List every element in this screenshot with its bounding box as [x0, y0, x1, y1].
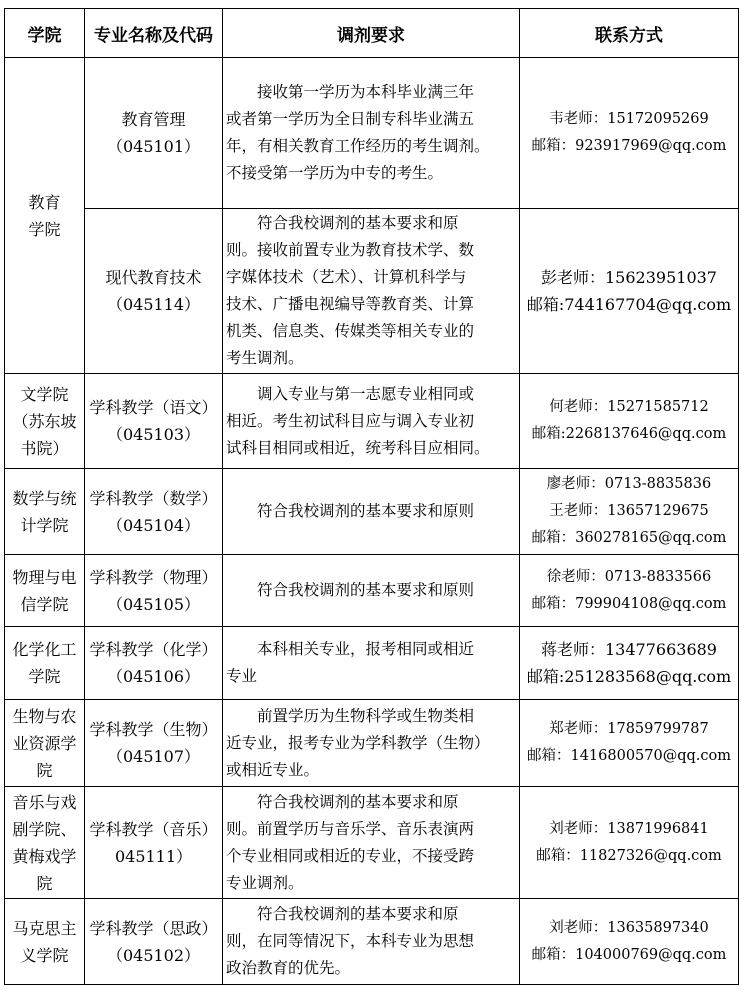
college-line: 书院） — [20, 438, 69, 458]
major-cell — [85, 209, 223, 374]
major-code: （045106） — [106, 667, 201, 686]
major-name: 现代教育技术 — [105, 268, 202, 287]
major-code: （045107） — [106, 747, 201, 766]
requirement-line: 相近。考生初试科目应与调入专业初 — [226, 411, 475, 430]
contact-teacher: 何老师：15271585712 — [549, 399, 709, 415]
college-cell — [5, 899, 85, 985]
major-name: 学科教学（数学） — [89, 488, 218, 508]
major-cell — [85, 58, 223, 209]
requirement-line: 专业调剂。 — [226, 873, 304, 892]
college-line: 数学与统 — [12, 488, 77, 508]
major-code: （045103） — [106, 425, 201, 444]
requirement-line: 技术、广播电视编导等教育类、计算 — [226, 295, 475, 313]
contact-email: 邮箱：11827326@qq.com — [536, 847, 722, 864]
major-code: （045105） — [106, 594, 201, 614]
table-row — [5, 58, 739, 209]
table-row — [5, 555, 739, 627]
header-requirement: 调剂要求 — [223, 9, 520, 58]
requirement-line: 不接受第一学历为中专的考生。 — [226, 164, 444, 182]
major-name: 学科教学（生物） — [89, 720, 218, 739]
major-name: 学科教学（音乐） — [89, 819, 218, 839]
college-line: （苏东坡 — [12, 411, 77, 431]
requirement-line: 则，在同等情况下，本科专业为思想 — [226, 932, 475, 950]
requirement-line: 调入专业与第一志愿专业相同或 — [257, 384, 475, 403]
requirement-line: 试科目相同或相近，统考科目应相同。 — [226, 438, 490, 457]
contact-teacher: 王老师：13657129675 — [549, 503, 709, 519]
requirement-line: 符合我校调剂的基本要求和原 — [257, 792, 459, 811]
contact-email: 邮箱：360278165@qq.com — [531, 530, 727, 546]
contact-teacher: 刘老师：13871996841 — [549, 820, 709, 837]
contact-teacher: 廖老师：0713-8835836 — [546, 476, 712, 492]
requirement-line: 符合我校调剂的基本要求和原 — [257, 214, 459, 232]
college-line: 生物与农 — [12, 706, 77, 726]
major-code: （045114） — [106, 295, 201, 314]
requirement-line: 机类、信息类、传媒类等相关专业的 — [226, 322, 475, 340]
requirement-line: 符合我校调剂的基本要求和原 — [257, 905, 459, 923]
contact-teacher: 郑老师：17859799787 — [549, 721, 709, 737]
contact-cell — [520, 787, 739, 899]
contact-teacher: 蒋老师：13477663689 — [541, 640, 717, 659]
requirement-line: 符合我校调剂的基本要求和原则 — [257, 581, 475, 599]
requirement-line: 专业 — [226, 667, 258, 685]
requirement-line: 年，有相关教育工作经历的考生调剂。 — [226, 137, 490, 155]
major-cell — [85, 627, 223, 700]
requirement-cell — [223, 700, 520, 787]
college-cell — [5, 700, 85, 787]
table-row — [5, 899, 739, 985]
college-line: 剧学院、 — [12, 819, 77, 839]
college-cell — [5, 627, 85, 700]
contact-cell — [520, 374, 739, 469]
major-code: （045102） — [106, 945, 201, 965]
major-code: （045104） — [106, 515, 201, 535]
requirement-line: 则。接收前置专业为教育技术学、数 — [226, 241, 475, 259]
college-cell — [5, 787, 85, 899]
college-line: 学院 — [28, 219, 61, 239]
major-cell — [85, 700, 223, 787]
contact-teacher: 韦老师：15172095269 — [549, 111, 709, 127]
college-line: 马克思主 — [12, 918, 77, 938]
contact-email: 邮箱:2268137646@qq.com — [531, 426, 727, 442]
contact-email: 邮箱:744167704@qq.com — [526, 295, 732, 314]
college-line: 院 — [36, 760, 53, 780]
requirement-cell — [223, 374, 520, 469]
contact-cell — [520, 700, 739, 787]
contact-email: 邮箱：1416800570@qq.com — [526, 748, 732, 764]
header-contact: 联系方式 — [520, 9, 739, 58]
college-line: 院 — [36, 873, 53, 893]
table-row — [5, 627, 739, 700]
requirement-line: 字媒体技术（艺术）、计算机科学与 — [226, 268, 467, 286]
requirement-cell — [223, 787, 520, 899]
requirement-line: 或相近专业。 — [226, 760, 320, 779]
requirement-cell — [223, 209, 520, 374]
requirement-cell — [223, 555, 520, 627]
header-college: 学院 — [5, 9, 85, 58]
contact-teacher: 徐老师：0713-8833566 — [546, 568, 712, 585]
major-cell — [85, 899, 223, 985]
major-cell — [85, 555, 223, 627]
college-line: 黄梅戏学 — [12, 846, 77, 866]
college-cell — [5, 555, 85, 627]
major-cell — [85, 787, 223, 899]
table-row — [5, 469, 739, 555]
requirement-line: 个专业相同或相近的专业，不接受跨 — [226, 846, 475, 865]
requirement-cell — [223, 469, 520, 555]
requirement-line: 考生调剂。 — [226, 349, 304, 367]
college-cell — [5, 374, 85, 469]
requirement-line: 符合我校调剂的基本要求和原则 — [257, 502, 475, 520]
requirement-line: 政治教育的优先。 — [226, 959, 351, 977]
contact-email: 邮箱:251283568@qq.com — [526, 667, 732, 686]
college-line: 物理与电 — [12, 567, 77, 587]
college-line: 化学化工 — [12, 640, 77, 659]
major-cell — [85, 469, 223, 555]
college-line: 义学院 — [20, 945, 69, 965]
major-name: 学科教学（思政） — [89, 918, 218, 938]
table-row — [5, 787, 739, 899]
college-line: 学院 — [28, 667, 61, 686]
requirement-line: 前置学历为生物科学或生物类相 — [257, 706, 475, 725]
contact-email: 邮箱：104000769@qq.com — [531, 946, 727, 963]
major-cell — [85, 374, 223, 469]
contact-cell — [520, 899, 739, 985]
college-cell — [5, 58, 85, 374]
major-name: 教育管理 — [121, 110, 186, 129]
contact-cell — [520, 209, 739, 374]
major-name: 学科教学（物理） — [89, 567, 218, 587]
table-row — [5, 700, 739, 787]
contact-cell — [520, 58, 739, 209]
requirement-line: 接收第一学历为本科毕业满三年 — [257, 83, 475, 101]
college-line: 计学院 — [20, 515, 69, 535]
contact-email: 邮箱：799904108@qq.com — [531, 595, 727, 612]
major-name: 学科教学（化学） — [89, 640, 218, 659]
major-name: 学科教学（语文） — [89, 398, 218, 417]
college-line: 文学院 — [20, 384, 69, 404]
contact-teacher: 刘老师：13635897340 — [549, 919, 709, 936]
contact-email: 邮箱：923917969@qq.com — [531, 138, 727, 154]
header-major: 专业名称及代码 — [85, 9, 223, 58]
requirement-line: 本科相关专业，报考相同或相近 — [257, 640, 475, 658]
major-code: （045101） — [106, 137, 201, 156]
major-code: 045111） — [114, 846, 193, 866]
college-line: 信学院 — [20, 594, 69, 614]
contact-teacher: 彭老师：15623951037 — [541, 268, 717, 287]
adjustment-table — [4, 8, 739, 985]
college-line: 业资源学 — [12, 733, 77, 753]
college-line: 音乐与戏 — [12, 792, 77, 812]
requirement-line: 或者第一学历为全日制专科毕业满五 — [226, 110, 475, 128]
college-line: 教育 — [28, 192, 61, 212]
header-row — [5, 9, 739, 58]
requirement-line: 则。前置学历与音乐学、音乐表演两 — [226, 819, 475, 838]
college-cell — [5, 469, 85, 555]
requirement-cell — [223, 58, 520, 209]
contact-cell — [520, 555, 739, 627]
requirement-cell — [223, 899, 520, 985]
requirement-cell — [223, 627, 520, 700]
table-row — [5, 209, 739, 374]
contact-cell — [520, 627, 739, 700]
requirement-line: 近专业，报考专业为学科教学（生物） — [226, 733, 490, 752]
table-row — [5, 374, 739, 469]
contact-cell — [520, 469, 739, 555]
